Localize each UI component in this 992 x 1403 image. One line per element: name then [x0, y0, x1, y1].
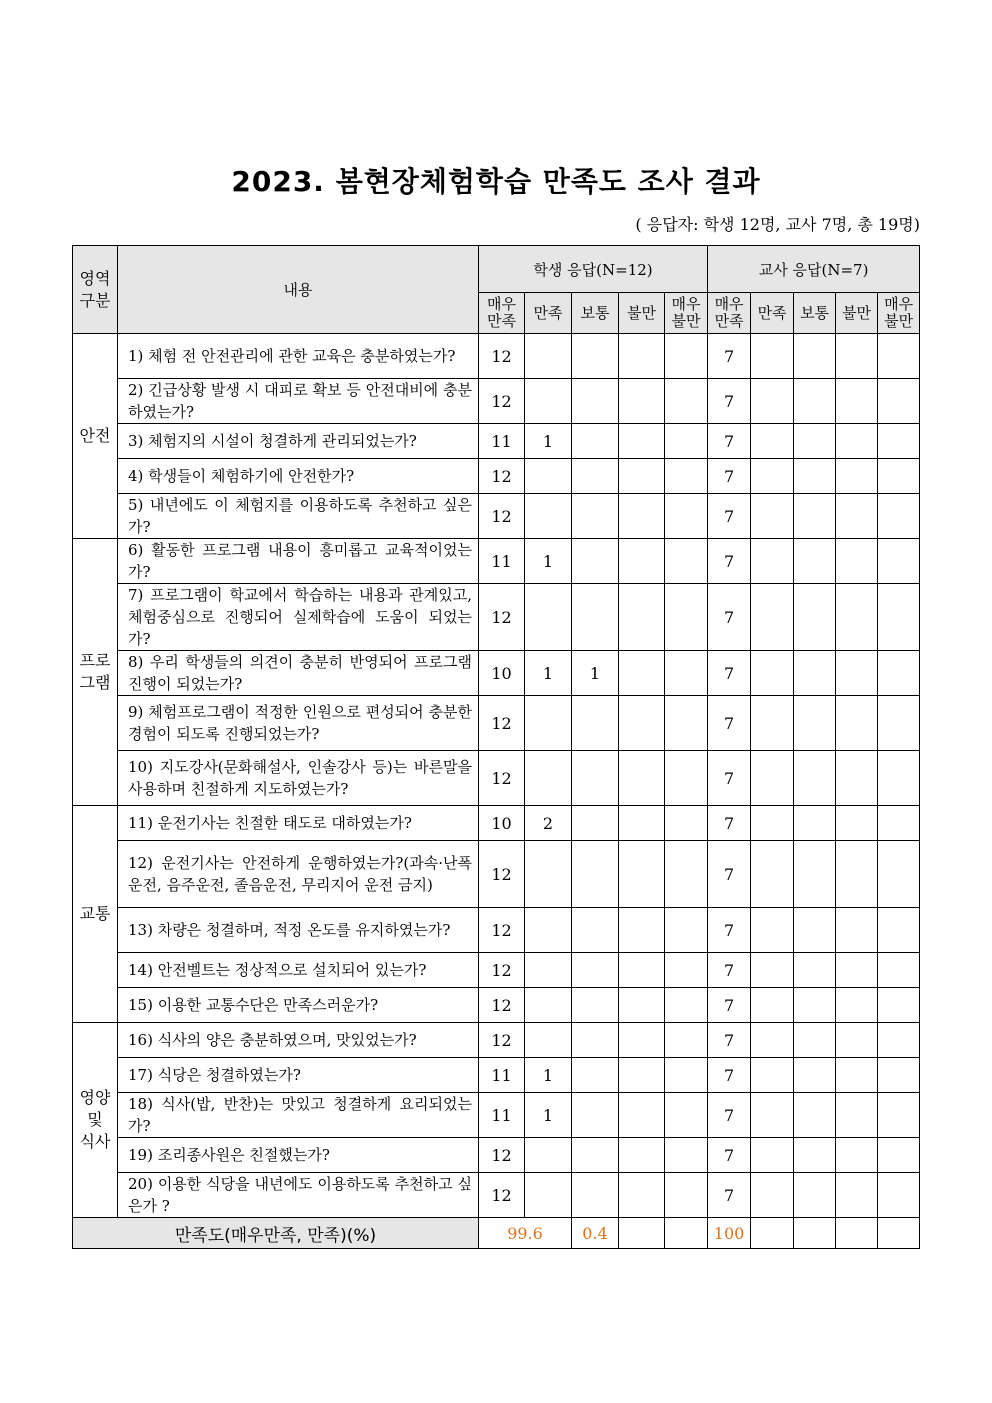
teacher-count: 7 — [708, 379, 751, 424]
teacher-count — [878, 953, 920, 988]
student-count — [525, 1173, 572, 1218]
table-row — [73, 988, 920, 1023]
student-count: 12 — [479, 696, 525, 751]
teacher-count — [878, 988, 920, 1023]
student-count — [665, 841, 708, 908]
table-row — [73, 751, 920, 806]
student-count — [572, 988, 619, 1023]
student-count — [572, 1023, 619, 1058]
student-count — [525, 379, 572, 424]
teacher-scale-0: 매우 만족 — [708, 293, 751, 334]
question-text: 19) 조리종사원은 친절했는가? — [118, 1138, 479, 1173]
table-row — [73, 494, 920, 539]
student-count: 12 — [479, 1023, 525, 1058]
student-count — [525, 1023, 572, 1058]
teacher-count: 7 — [708, 494, 751, 539]
total-row — [73, 1218, 920, 1249]
student-count — [572, 494, 619, 539]
question-text: 9) 체험프로그램이 적정한 인원으로 편성되어 충분한 경험이 되도록 진행되었는가? — [118, 696, 479, 751]
section-name: 영양 및 식사 — [73, 1023, 118, 1218]
student-count: 12 — [479, 751, 525, 806]
teacher-count — [878, 1058, 920, 1093]
header-content: 내용 — [118, 246, 479, 334]
table-row — [73, 1058, 920, 1093]
student-scale-4: 매우 불만 — [665, 293, 708, 334]
teacher-count: 7 — [708, 1023, 751, 1058]
teacher-count — [836, 494, 878, 539]
teacher-count — [751, 751, 794, 806]
teacher-scale-3: 불만 — [836, 293, 878, 334]
student-count — [572, 584, 619, 651]
teacher-count — [836, 1173, 878, 1218]
teacher-count — [751, 841, 794, 908]
question-text: 18) 식사(밥, 반찬)는 맛있고 청결하게 요리되었는가? — [118, 1093, 479, 1138]
student-count — [572, 953, 619, 988]
student-count — [665, 1173, 708, 1218]
student-count — [619, 539, 665, 584]
student-count: 11 — [479, 539, 525, 584]
student-count — [572, 696, 619, 751]
teacher-count: 7 — [708, 841, 751, 908]
student-count: 11 — [479, 424, 525, 459]
student-count — [572, 539, 619, 584]
student-count: 1 — [525, 651, 572, 696]
teacher-count — [794, 806, 836, 841]
satisfaction-table — [72, 245, 920, 1249]
table-row — [73, 334, 920, 379]
teacher-count: 7 — [708, 1058, 751, 1093]
teacher-count — [878, 334, 920, 379]
teacher-count — [751, 953, 794, 988]
teacher-count — [836, 379, 878, 424]
student-count — [572, 908, 619, 953]
teacher-count: 7 — [708, 751, 751, 806]
table-row — [73, 651, 920, 696]
header-area: 영역 구분 — [73, 246, 118, 334]
question-text: 7) 프로그램이 학교에서 학습하는 내용과 관계있고, 체험중심으로 진행되어 실제학습에 도움이 되었는가? — [118, 584, 479, 651]
student-count — [525, 334, 572, 379]
student-count: 12 — [479, 584, 525, 651]
question-text: 5) 내년에도 이 체험지를 이용하도록 추천하고 싶은가? — [118, 494, 479, 539]
student-count — [619, 379, 665, 424]
teacher-count: 7 — [708, 459, 751, 494]
teacher-count: 7 — [708, 806, 751, 841]
student-count — [525, 494, 572, 539]
teacher-count: 7 — [708, 1173, 751, 1218]
student-count — [619, 953, 665, 988]
student-count: 12 — [479, 379, 525, 424]
student-count — [525, 459, 572, 494]
teacher-count — [794, 841, 836, 908]
question-text: 6) 활동한 프로그램 내용이 흥미롭고 교육적이었는가? — [118, 539, 479, 584]
teacher-count — [836, 584, 878, 651]
student-total-very-satisfied: 99.6 — [479, 1218, 572, 1249]
table-row — [73, 584, 920, 651]
student-scale-1: 만족 — [525, 293, 572, 334]
teacher-count — [794, 459, 836, 494]
table-row — [73, 459, 920, 494]
student-count — [665, 751, 708, 806]
student-count — [665, 908, 708, 953]
question-text: 8) 우리 학생들의 의견이 충분히 반영되어 프로그램 진행이 되었는가? — [118, 651, 479, 696]
student-count — [665, 1093, 708, 1138]
teacher-count — [751, 334, 794, 379]
student-count — [572, 1093, 619, 1138]
student-count — [665, 696, 708, 751]
student-count — [619, 1093, 665, 1138]
student-count — [619, 806, 665, 841]
teacher-count: 7 — [708, 1138, 751, 1173]
question-text: 20) 이용한 식당을 내년에도 이용하도록 추천하고 싶은가 ? — [118, 1173, 479, 1218]
question-text: 14) 안전벨트는 정상적으로 설치되어 있는가? — [118, 953, 479, 988]
student-count: 2 — [525, 806, 572, 841]
student-count — [525, 584, 572, 651]
student-count: 1 — [572, 651, 619, 696]
student-count — [665, 459, 708, 494]
student-count — [572, 334, 619, 379]
student-count: 10 — [479, 651, 525, 696]
student-count: 12 — [479, 1138, 525, 1173]
teacher-count — [878, 1093, 920, 1138]
teacher-count — [836, 1093, 878, 1138]
student-count — [665, 539, 708, 584]
teacher-scale-2: 보통 — [794, 293, 836, 334]
question-text: 4) 학생들이 체험하기에 안전한가? — [118, 459, 479, 494]
question-text: 1) 체험 전 안전관리에 관한 교육은 충분하였는가? — [118, 334, 479, 379]
student-count — [665, 806, 708, 841]
section-name: 교통 — [73, 806, 118, 1023]
header-student-group: 학생 응답(N=12) — [479, 246, 708, 293]
student-count: 12 — [479, 1173, 525, 1218]
teacher-count — [751, 379, 794, 424]
student-count — [619, 988, 665, 1023]
question-text: 11) 운전기사는 친절한 태도로 대하였는가? — [118, 806, 479, 841]
table-row — [73, 1138, 920, 1173]
teacher-count — [751, 908, 794, 953]
teacher-count — [794, 1058, 836, 1093]
student-count: 11 — [479, 1093, 525, 1138]
teacher-count — [751, 1023, 794, 1058]
table-row — [73, 1023, 920, 1058]
student-count — [619, 1058, 665, 1093]
question-text: 16) 식사의 양은 충분하였으며, 맛있었는가? — [118, 1023, 479, 1058]
student-count — [619, 459, 665, 494]
student-count — [572, 1058, 619, 1093]
teacher-count — [836, 1138, 878, 1173]
teacher-count — [878, 584, 920, 651]
student-count — [525, 953, 572, 988]
teacher-count — [794, 539, 836, 584]
question-text: 17) 식당은 청결하였는가? — [118, 1058, 479, 1093]
teacher-count — [836, 651, 878, 696]
teacher-scale-1: 만족 — [751, 293, 794, 334]
teacher-count: 7 — [708, 584, 751, 651]
teacher-total-cell — [878, 1218, 920, 1249]
student-count — [525, 988, 572, 1023]
student-count: 12 — [479, 841, 525, 908]
teacher-count — [878, 841, 920, 908]
student-count — [572, 424, 619, 459]
teacher-count — [751, 459, 794, 494]
table-row — [73, 953, 920, 988]
student-count — [665, 953, 708, 988]
student-scale-0: 매우 만족 — [479, 293, 525, 334]
teacher-count — [751, 1173, 794, 1218]
teacher-scale-4: 매우 불만 — [878, 293, 920, 334]
teacher-count — [836, 953, 878, 988]
student-count — [572, 459, 619, 494]
teacher-count — [878, 696, 920, 751]
student-count — [665, 1058, 708, 1093]
student-count — [572, 806, 619, 841]
student-count — [665, 651, 708, 696]
teacher-count — [794, 651, 836, 696]
student-count: 1 — [525, 539, 572, 584]
teacher-count: 7 — [708, 988, 751, 1023]
student-count — [665, 379, 708, 424]
teacher-count — [794, 953, 836, 988]
student-count — [619, 841, 665, 908]
student-count — [619, 494, 665, 539]
teacher-total-cell — [751, 1218, 794, 1249]
student-count — [619, 651, 665, 696]
student-count — [665, 494, 708, 539]
student-count: 1 — [525, 1093, 572, 1138]
question-text: 15) 이용한 교통수단은 만족스러운가? — [118, 988, 479, 1023]
teacher-total-cell: 100 — [708, 1218, 751, 1249]
teacher-count — [751, 424, 794, 459]
teacher-count — [751, 1093, 794, 1138]
teacher-count: 7 — [708, 696, 751, 751]
student-count — [619, 1138, 665, 1173]
teacher-count — [878, 806, 920, 841]
student-count — [572, 379, 619, 424]
student-scale-2: 보통 — [572, 293, 619, 334]
student-count — [619, 424, 665, 459]
teacher-count — [836, 751, 878, 806]
teacher-count — [794, 334, 836, 379]
student-count — [619, 1023, 665, 1058]
student-total-satisfied: 0.4 — [572, 1218, 619, 1249]
teacher-count — [836, 334, 878, 379]
teacher-count — [794, 696, 836, 751]
teacher-count — [794, 494, 836, 539]
student-count — [665, 1023, 708, 1058]
question-text: 13) 차량은 청결하며, 적정 온도를 유지하였는가? — [118, 908, 479, 953]
student-count — [619, 584, 665, 651]
table-row — [73, 424, 920, 459]
table-row — [73, 841, 920, 908]
teacher-count — [878, 379, 920, 424]
student-count — [665, 424, 708, 459]
student-count — [619, 334, 665, 379]
question-text: 2) 긴급상황 발생 시 대피로 확보 등 안전대비에 충분하였는가? — [118, 379, 479, 424]
student-count — [665, 334, 708, 379]
teacher-total-cell — [836, 1218, 878, 1249]
teacher-count — [878, 539, 920, 584]
teacher-count — [836, 908, 878, 953]
student-count — [665, 584, 708, 651]
teacher-count — [878, 651, 920, 696]
question-text: 3) 체험지의 시설이 청결하게 관리되었는가? — [118, 424, 479, 459]
teacher-total-cell — [794, 1218, 836, 1249]
header-teacher-group: 교사 응답(N=7) — [708, 246, 920, 293]
teacher-count — [836, 988, 878, 1023]
teacher-count — [878, 1138, 920, 1173]
student-count: 10 — [479, 806, 525, 841]
teacher-count — [794, 1173, 836, 1218]
section-name: 안전 — [73, 334, 118, 539]
teacher-count — [751, 696, 794, 751]
teacher-count — [751, 494, 794, 539]
teacher-count: 7 — [708, 908, 751, 953]
teacher-count — [878, 424, 920, 459]
teacher-count: 7 — [708, 651, 751, 696]
table-row — [73, 806, 920, 841]
teacher-count: 7 — [708, 953, 751, 988]
teacher-count — [878, 1023, 920, 1058]
student-count — [525, 751, 572, 806]
student-count: 12 — [479, 988, 525, 1023]
student-count: 12 — [479, 459, 525, 494]
student-count — [572, 1173, 619, 1218]
teacher-count: 7 — [708, 424, 751, 459]
teacher-count — [794, 379, 836, 424]
student-scale-3: 불만 — [619, 293, 665, 334]
student-count — [572, 1138, 619, 1173]
student-count: 12 — [479, 334, 525, 379]
teacher-count — [794, 1138, 836, 1173]
teacher-count — [836, 459, 878, 494]
student-count — [665, 988, 708, 1023]
student-count — [619, 1173, 665, 1218]
student-count — [619, 751, 665, 806]
question-text: 12) 운전기사는 안전하게 운행하였는가?(과속·난폭운전, 음주운전, 졸음운전, 무리지어 운전 금지) — [118, 841, 479, 908]
teacher-count — [794, 908, 836, 953]
table-row — [73, 379, 920, 424]
teacher-count — [751, 806, 794, 841]
teacher-count — [836, 696, 878, 751]
table-row — [73, 696, 920, 751]
student-count: 1 — [525, 424, 572, 459]
page-title: 2023. 봄현장체험학습 만족도 조사 결과 — [231, 165, 761, 198]
teacher-count: 7 — [708, 539, 751, 584]
student-count — [619, 908, 665, 953]
table-row — [73, 1093, 920, 1138]
teacher-count — [751, 988, 794, 1023]
student-count — [525, 1138, 572, 1173]
student-count — [525, 696, 572, 751]
student-count — [525, 908, 572, 953]
student-count — [525, 841, 572, 908]
table-row — [73, 539, 920, 584]
teacher-count — [751, 1138, 794, 1173]
student-count — [665, 1138, 708, 1173]
respondent-summary: ( 응답자: 학생 12명, 교사 7명, 총 19명) — [635, 215, 920, 234]
teacher-count — [878, 1173, 920, 1218]
student-count: 12 — [479, 953, 525, 988]
teacher-count: 7 — [708, 1093, 751, 1138]
teacher-count: 7 — [708, 334, 751, 379]
teacher-count — [878, 908, 920, 953]
question-text: 10) 지도강사(문화해설사, 인솔강사 등)는 바른말을 사용하며 친절하게 지도하였는가? — [118, 751, 479, 806]
teacher-count — [794, 584, 836, 651]
table-row — [73, 908, 920, 953]
teacher-count — [836, 1058, 878, 1093]
student-count: 12 — [479, 494, 525, 539]
total-label: 만족도(매우만족, 만족)(%) — [73, 1218, 479, 1249]
student-total-cell — [619, 1218, 665, 1249]
teacher-count — [836, 1023, 878, 1058]
teacher-count — [751, 539, 794, 584]
teacher-count — [751, 584, 794, 651]
teacher-count — [836, 841, 878, 908]
student-count — [619, 696, 665, 751]
teacher-count — [794, 1093, 836, 1138]
teacher-count — [878, 459, 920, 494]
teacher-count — [794, 424, 836, 459]
student-count — [572, 751, 619, 806]
teacher-count — [794, 988, 836, 1023]
teacher-count — [836, 806, 878, 841]
student-count — [572, 841, 619, 908]
teacher-count — [794, 1023, 836, 1058]
teacher-count — [878, 751, 920, 806]
teacher-count — [751, 1058, 794, 1093]
teacher-count — [751, 651, 794, 696]
teacher-count — [794, 751, 836, 806]
table-row — [73, 1173, 920, 1218]
teacher-count — [878, 494, 920, 539]
student-count: 12 — [479, 908, 525, 953]
teacher-count — [836, 424, 878, 459]
teacher-count — [836, 539, 878, 584]
student-count: 11 — [479, 1058, 525, 1093]
student-total-cell — [665, 1218, 708, 1249]
student-count: 1 — [525, 1058, 572, 1093]
section-name: 프로 그램 — [73, 539, 118, 806]
